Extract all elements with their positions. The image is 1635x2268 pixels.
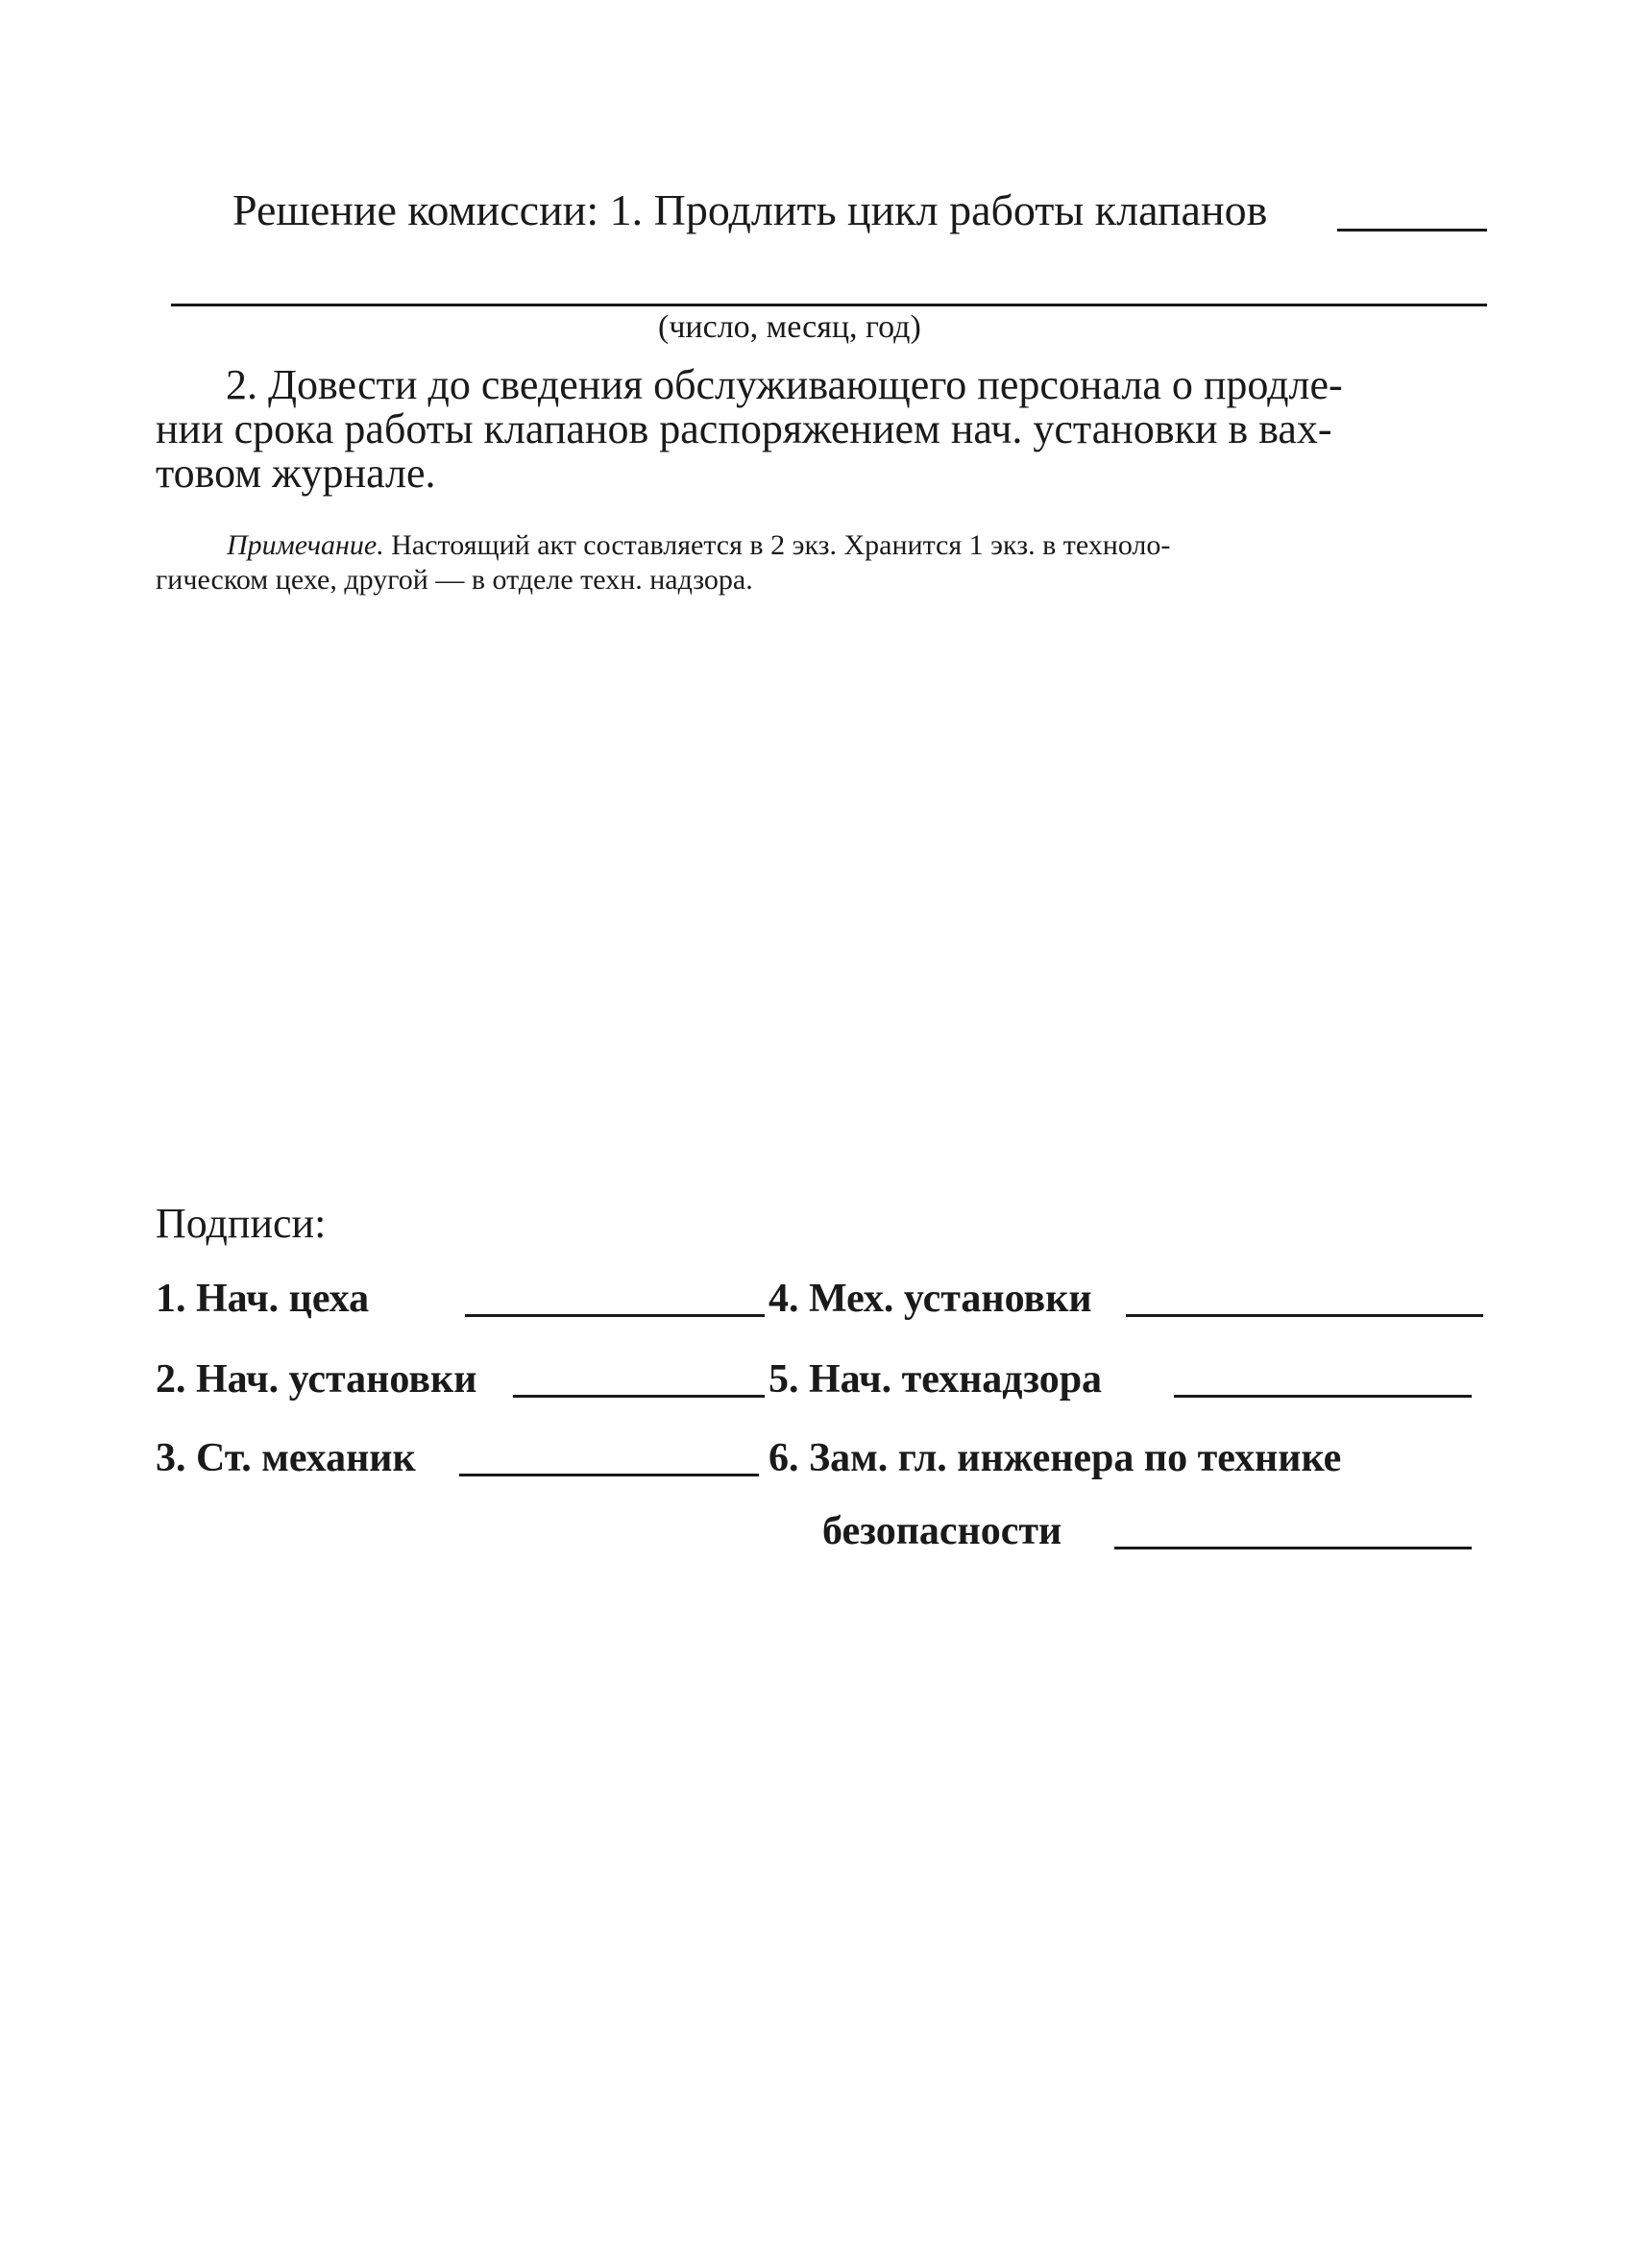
decision-item-2-line-3: товом журнале. [156,450,436,497]
signature-label-unit-mechanic: 4. Мех. установки [769,1277,1092,1321]
date-line[interactable] [171,304,1487,306]
signature-label-deputy-chief-engineer: 6. Зам. гл. инженера по технике [769,1436,1342,1480]
note-text: Настоящий акт составляется в 2 экз. Хранится 1 экз. в техноло- [391,529,1171,561]
signature-line-tech-supervision[interactable] [1174,1395,1472,1398]
note-line-2: гическом цехе, другой — в отделе техн. надзора. [156,564,753,596]
signatures-heading: Подписи: [156,1200,327,1247]
note-label: Примечание. [227,529,384,561]
date-caption: (число, месяц, год) [658,309,921,345]
decision-item-2-line-2: нии срока работы клапанов распоряжением нач. установки в вах- [156,405,1332,452]
extend-date-blank[interactable] [1337,229,1487,232]
signature-line-deputy-chief-engineer[interactable] [1114,1547,1472,1549]
signature-label-shop-head: 1. Нач. цеха [156,1277,370,1321]
signature-label-tech-supervision: 5. Нач. технадзора [769,1357,1103,1402]
signature-label-unit-head: 2. Нач. установки [156,1357,477,1402]
decision-item-2-line-1: 2. Довести до сведения обслуживающего персонала о продле- [226,361,1343,408]
note-line-1 [227,528,1170,563]
signature-label-safety: безопасности [822,1509,1062,1553]
signature-line-unit-mechanic[interactable] [1126,1314,1483,1317]
signature-line-unit-head[interactable] [513,1395,765,1398]
signature-line-shop-head[interactable] [465,1314,765,1317]
decision-label: Решение комиссии: 1. Продлить цикл работы клапанов [232,185,1268,234]
signature-line-senior-mechanic[interactable] [459,1474,759,1476]
signature-label-senior-mechanic: 3. Ст. механик [156,1436,416,1480]
